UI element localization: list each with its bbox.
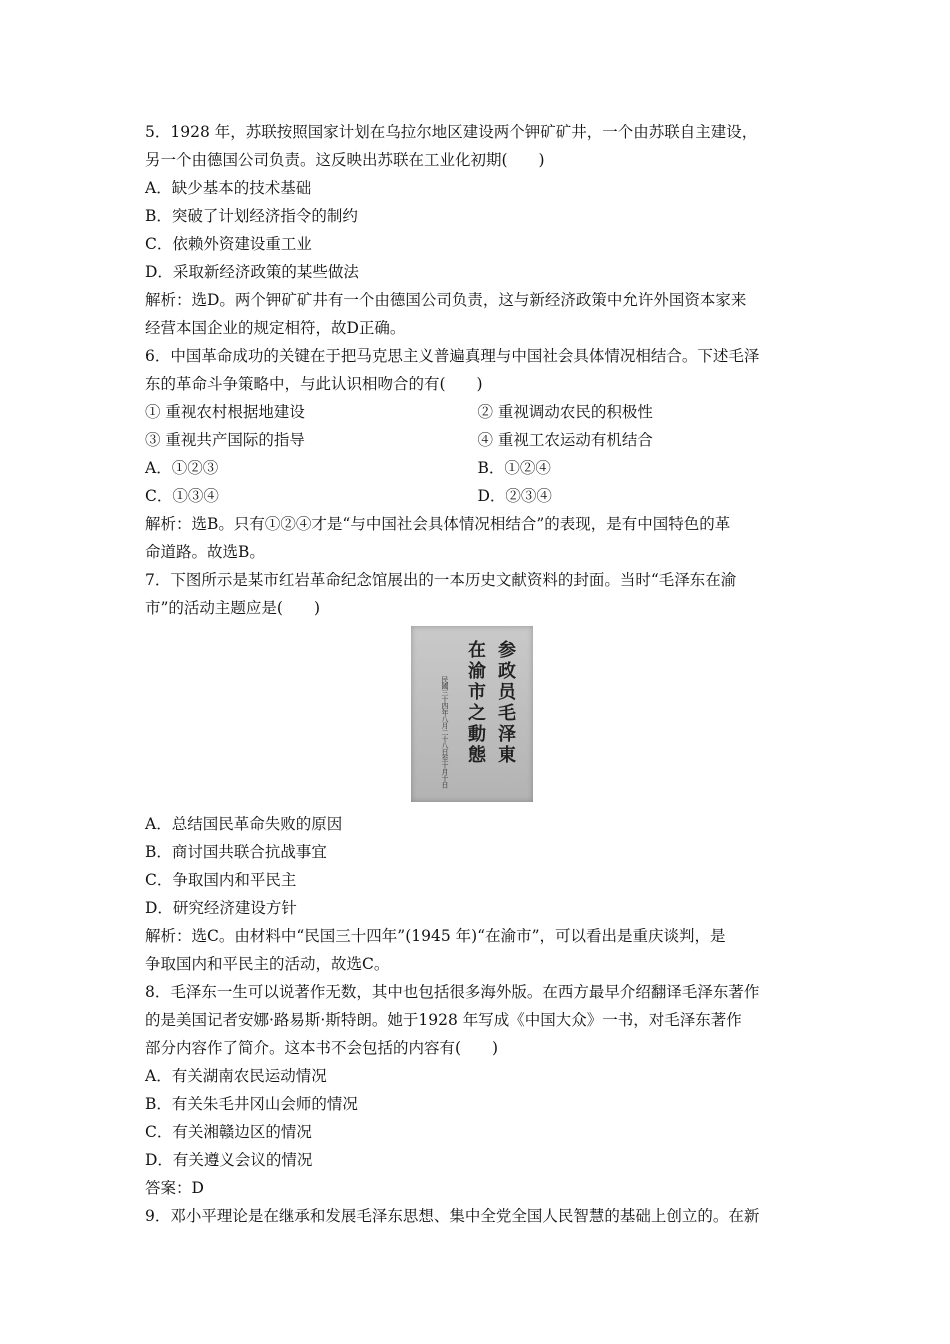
q7-analysis-line1: 解析：选C。由材料中“民国三十四年”(1945 年)“在渝市”，可以看出是重庆谈判，是	[145, 927, 726, 945]
q8-option-c: C．有关湘赣边区的情况	[145, 1123, 312, 1141]
cover-calligraphy	[411, 626, 533, 802]
q6-options-row2	[145, 482, 810, 510]
q6-item-1: ① 重视农村根据地建设	[145, 403, 305, 421]
q6-analysis-line1: 解析：选B。只有①②④才是“与中国社会具体情况相结合”的表现，是有中国特色的革	[145, 515, 731, 533]
q8-stem-line2: 的是美国记者安娜·路易斯·斯特朗。她于1928 年写成《中国大众》一书，对毛泽东著作	[145, 1011, 742, 1029]
q5-analysis-line1: 解析：选D。两个钾矿矿井有一个由德国公司负责，这与新经济政策中允许外国资本家来	[145, 291, 747, 309]
q6-stem-line1: 6．中国革命成功的关键在于把马克思主义普遍真理与中国社会具体情况相结合。下述毛泽	[145, 347, 760, 365]
q6-items-row1	[145, 398, 810, 426]
q6-option-c: C．①③④	[145, 487, 219, 505]
q7-option-c: C．争取国内和平民主	[145, 871, 297, 889]
question-list	[145, 118, 810, 1230]
q6-analysis-line2: 命道路。故选B。	[145, 543, 265, 561]
q5-option-a: A．缺少基本的技术基础	[145, 179, 312, 197]
q7-stem-line2: 市”的活动主题应是( )	[145, 599, 321, 617]
q5-stem-line1: 5．1928 年，苏联按照国家计划在乌拉尔地区建设两个钾矿矿井，一个由苏联自主建设，	[145, 123, 758, 141]
q5-stem-line2: 另一个由德国公司负责。这反映出苏联在工业化初期( )	[145, 151, 545, 169]
q7-option-d: D．研究经济建设方针	[145, 899, 297, 917]
cover-date-column: 民國三十四年八月二十八日至十月十日	[441, 676, 449, 790]
q6-items-row2	[145, 426, 810, 454]
q8-option-d: D．有关遵义会议的情况	[145, 1151, 313, 1169]
q9-stem-line1: 9．邓小平理论是在继承和发展毛泽东思想、集中全党全国人民智慧的基础上创立的。在新	[145, 1207, 760, 1225]
q5-option-d: D．采取新经济政策的某些做法	[145, 263, 359, 281]
q6-option-a: A．①②③	[145, 459, 219, 477]
cover-title-column-1: 参政员毛泽東	[498, 640, 518, 766]
q7-option-a: A．总结国民革命失败的原因	[145, 815, 343, 833]
q7-figure-container	[145, 626, 810, 806]
q6-options-row1	[145, 454, 810, 482]
q5-option-c: C．依赖外资建设重工业	[145, 235, 312, 253]
cover-title-column-2: 在渝市之動態	[468, 640, 488, 766]
q7-stem-line1: 7．下图所示是某市红岩革命纪念馆展出的一本历史文献资料的封面。当时“毛泽东在渝	[145, 571, 737, 589]
q8-stem-line3: 部分内容作了简介。这本书不会包括的内容有( )	[145, 1039, 499, 1057]
q7-option-b: B．商讨国共联合抗战事宜	[145, 843, 327, 861]
q6-item-2: ② 重视调动农民的积极性	[477, 403, 653, 421]
q7-analysis-line2: 争取国内和平民主的活动，故选C。	[145, 955, 390, 973]
q6-item-4: ④ 重视工农运动有机结合	[477, 431, 653, 449]
q6-stem-line2: 东的革命斗争策略中，与此认识相吻合的有( )	[145, 375, 483, 393]
q6-option-b: B．①②④	[477, 459, 551, 477]
document-cover-image	[411, 626, 533, 802]
q8-stem-line1: 8．毛泽东一生可以说著作无数，其中也包括很多海外版。在西方最早介绍翻译毛泽东著作	[145, 983, 760, 1001]
q8-option-a: A．有关湖南农民运动情况	[145, 1067, 327, 1085]
q8-answer: 答案：D	[145, 1179, 204, 1197]
q5-option-b: B．突破了计划经济指令的制约	[145, 207, 358, 225]
q6-option-d: D．②③④	[477, 487, 552, 505]
q6-item-3: ③ 重视共产国际的指导	[145, 431, 305, 449]
q8-option-b: B．有关朱毛井冈山会师的情况	[145, 1095, 358, 1113]
q5-analysis-line2: 经营本国企业的规定相符，故D正确。	[145, 319, 406, 337]
